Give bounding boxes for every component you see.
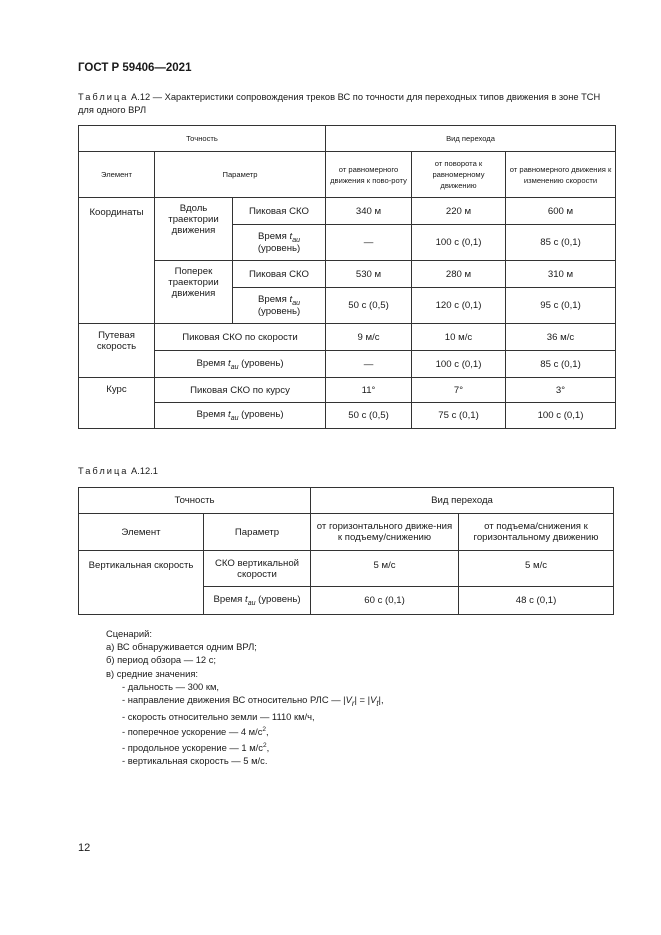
scenario-distance: - дальность — 300 км,: [122, 680, 220, 692]
param-across: Поперек траектории движения: [155, 261, 233, 324]
scenario-long-accel: - продольное ускорение — 1 $м/с^2$,: [122, 741, 270, 753]
head-accuracy: Точность: [79, 488, 311, 514]
scenario-vertical-speed: - вертикальная скорость — 5 м/с.: [122, 754, 268, 766]
cell: 100 с (0,1): [506, 403, 616, 429]
cell: 310 м: [506, 261, 616, 288]
head-element: Элемент: [79, 152, 155, 198]
head-element: Элемент: [79, 514, 204, 551]
table2-caption: [78, 465, 616, 478]
head-col3: от равномерного движения к изменению скорости: [506, 152, 616, 198]
element-coordinates: Координаты: [79, 198, 155, 324]
cell: 100 с (0,1): [412, 225, 506, 261]
level-label: (уровень): [257, 243, 301, 255]
table1-title: Характеристики сопровождения треков ВС по точности для переходных типов движения в зоне ТСН для одного ВРЛ: [78, 92, 601, 115]
param-time: Время $t_{au}$ (уровень): [155, 351, 326, 378]
t-symbol: $t_{au}$: [228, 357, 239, 371]
element-vertical-speed: Вертикальная скорость: [79, 551, 204, 615]
table1-label: Таблица: [78, 92, 129, 102]
param-peak-sko: Пиковая СКО: [233, 198, 326, 225]
param-course-sko: Пиковая СКО по курсу: [155, 378, 326, 403]
scenario-item-c: в) средние значения:: [106, 667, 198, 679]
cell: 85 с (0,1): [506, 351, 616, 378]
table2-number: А.12.1: [131, 466, 158, 476]
cell: 50 с (0,5): [326, 288, 412, 324]
param-speed-sko: Пиковая СКО по скорости: [155, 324, 326, 351]
element-course: Курс: [79, 378, 155, 429]
t-symbol: $t_{au}$: [289, 293, 300, 307]
t-symbol: $t_{au}$: [245, 594, 256, 607]
scenario-item-a: а) ВС обнаруживается одним ВРЛ;: [106, 641, 257, 653]
param-sko: СКО вертикальной скорости: [204, 551, 311, 587]
cell: 50 с (0,5): [326, 403, 412, 429]
cell: 60 с (0,1): [311, 587, 459, 615]
scenario-direction: - направление движения ВС относительно РЛС — $|V_r| = |V_t|$,: [122, 694, 384, 708]
level-label: (уровень): [257, 306, 301, 318]
cell: 600 м: [506, 198, 616, 225]
scenario-block: [106, 627, 384, 767]
t-symbol: $t_{au}$: [289, 230, 300, 244]
table-a12: [78, 125, 616, 429]
head-accuracy: Точность: [79, 126, 326, 152]
cell: 100 с (0,1): [412, 351, 506, 378]
param-time: Время $t_{au}$ (уровень): [204, 587, 311, 615]
element-speed: Путевая скорость: [79, 324, 155, 378]
t-symbol: $t_{au}$: [228, 409, 239, 422]
time-label: Время: [257, 293, 287, 305]
cell: 11°: [326, 378, 412, 403]
cell: 280 м: [412, 261, 506, 288]
cell: 7°: [412, 378, 506, 403]
head-parameter: Параметр: [204, 514, 311, 551]
table2-label: Таблица: [78, 466, 129, 476]
scenario-ground-speed: - скорость относительно земли — 1110 км/ч,: [122, 711, 315, 723]
param-time: [233, 288, 326, 324]
cell: 530 м: [326, 261, 412, 288]
cell: 95 с (0,1): [506, 288, 616, 324]
scenario-lateral-accel: - поперечное ускорение — 4 $м/с^2$,: [122, 726, 269, 738]
head-col2: от поворота к равномерному движению: [412, 152, 506, 198]
cell: —: [326, 225, 412, 261]
table1-caption: [78, 91, 616, 117]
head-col1: от горизонтального движе-ния к подъему/снижению: [311, 514, 459, 551]
cell: 85 с (0,1): [506, 225, 616, 261]
head-transition: Вид перехода: [326, 126, 616, 152]
cell: —: [326, 351, 412, 378]
cell: 9 м/с: [326, 324, 412, 351]
param-along: Вдоль траектории движения: [155, 198, 233, 261]
table-a12-1: [78, 487, 614, 615]
param-time: [233, 225, 326, 261]
head-col1: от равномерного движения к пово-роту: [326, 152, 412, 198]
time-label: Время: [257, 230, 287, 242]
cell: 10 м/с: [412, 324, 506, 351]
param-peak-sko: Пиковая СКО: [233, 261, 326, 288]
head-transition: Вид перехода: [311, 488, 614, 514]
cell: 36 м/с: [506, 324, 616, 351]
cell: 340 м: [326, 198, 412, 225]
cell: 48 с (0,1): [459, 587, 614, 615]
cell: 5 м/с: [311, 551, 459, 587]
cell: 75 с (0,1): [412, 403, 506, 429]
cell: 220 м: [412, 198, 506, 225]
cell: 120 с (0,1): [412, 288, 506, 324]
scenario-item-b: б) период обзора — 12 с;: [106, 654, 217, 666]
page-number: 12: [78, 842, 91, 854]
cell: 5 м/с: [459, 551, 614, 587]
head-col2: от подъема/снижения к горизонтальному движению: [459, 514, 614, 551]
head-parameter: Параметр: [155, 152, 326, 198]
scenario-title: Сценарий:: [106, 628, 152, 639]
document-header: ГОСТ Р 59406—2021: [78, 62, 192, 74]
param-time: Время $t_{au}$ (уровень): [155, 403, 326, 429]
table1-number: А.12 —: [131, 92, 163, 102]
cell: 3°: [506, 378, 616, 403]
